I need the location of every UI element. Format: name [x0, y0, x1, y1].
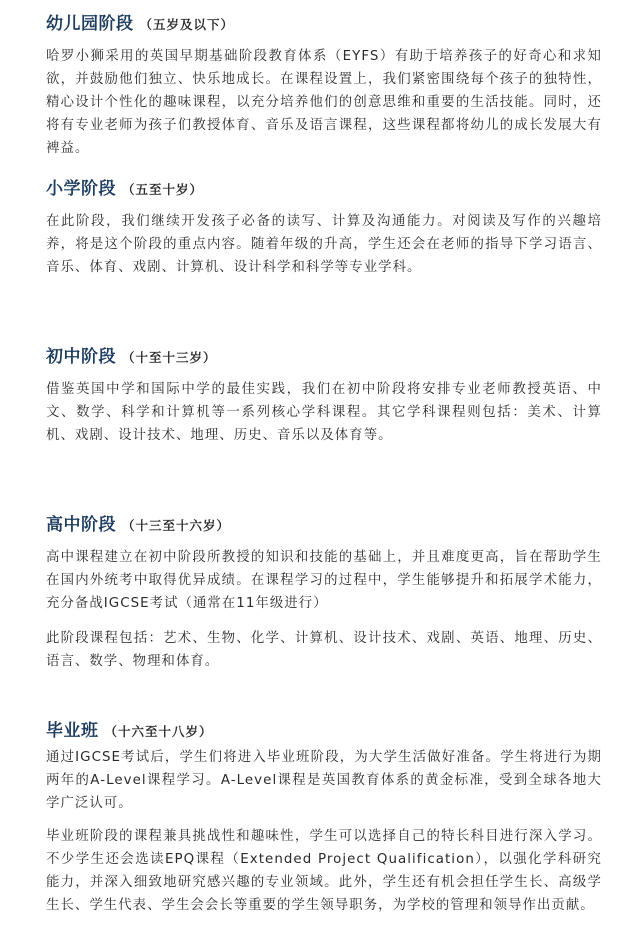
section-paragraph: 通过IGCSE考试后，学生们将进入毕业班阶段，为大学生活做好准备。学生将进行为期两年的A-Level课程学习。A-Level课程是英国教育体系的黄金标准，受到全球各地大学广泛认可。	[46, 750, 602, 811]
section-title: 幼儿园阶段	[46, 14, 134, 34]
section-paragraph: 高中课程建立在初中阶段所教授的知识和技能的基础上，并且难度更高，旨在帮助学生在国内外统考中取得优异成绩。在课程学习的过程中，学生能够提升和拓展学术能力，充分备战IGCSE考试（通常在11年级进行）	[46, 550, 602, 611]
section-heading	[46, 510, 602, 534]
section-paragraph: 此阶段课程包括：艺术、生物、化学、计算机、设计技术、戏剧、英语、地理、历史、语言、数学、物理和体育。	[46, 631, 602, 669]
section-age-range: （五至十岁）	[122, 182, 204, 197]
section-age-range: （五岁及以下）	[139, 17, 235, 32]
section-age-range: （十至十三岁）	[122, 350, 217, 365]
section-heading	[46, 174, 602, 198]
section-kindergarten	[46, 9, 602, 160]
section-primary	[46, 174, 602, 279]
section-title: 初中阶段	[46, 347, 116, 367]
section-title: 高中阶段	[46, 515, 116, 535]
section-heading	[46, 9, 602, 33]
section-upper-secondary	[46, 510, 602, 673]
section-lower-secondary	[46, 342, 602, 447]
section-graduation-class	[46, 716, 602, 917]
section-age-range: （十三至十六岁）	[122, 518, 231, 533]
section-heading	[46, 716, 602, 740]
section-paragraph: 毕业班阶段的课程兼具挑战性和趣味性，学生可以选择自己的特长科目进行深入学习。不少学生还会选读EPQ课程（Extended Project Qualification），以强化学科研究能力，并深入细致地研究感兴趣的专业领域。此外，学生还有机会担任学生长、高级学生长、学生代表、学生会会长等重要的学生领导职务，为学校的管理和领导作出贡献。	[46, 829, 602, 913]
section-title: 毕业班	[46, 721, 99, 741]
section-paragraph: 在此阶段，我们继续开发孩子必备的读写、计算及沟通能力。对阅读及写作的兴趣培养，将是这个阶段的重点内容。随着年级的升高，学生还会在老师的指导下学习语言、音乐、体育、戏剧、计算机、设计科学和科学等专业学科。	[46, 214, 602, 275]
section-paragraph: 借鉴英国中学和国际中学的最佳实践，我们在初中阶段将安排专业老师教授英语、中文、数学、科学和计算机等一系列核心学科课程。其它学科课程则包括：美术、计算机、戏剧、设计技术、地理、历史、音乐以及体育等。	[46, 382, 602, 443]
section-age-range: （十六至十八岁）	[104, 724, 213, 739]
section-paragraph: 哈罗小狮采用的英国早期基础阶段教育体系（EYFS）有助于培养孩子的好奇心和求知欲，并鼓励他们独立、快乐地成长。在课程设置上，我们紧密围绕每个孩子的独特性，精心设计个性化的趣味课程，以充分培养他们的创意思维和重要的生活技能。同时，还将有专业老师为孩子们教授体育、音乐及语言课程，这些课程都将幼儿的成长发展大有裨益。	[46, 49, 602, 156]
section-title: 小学阶段	[46, 179, 116, 199]
section-heading	[46, 342, 602, 366]
